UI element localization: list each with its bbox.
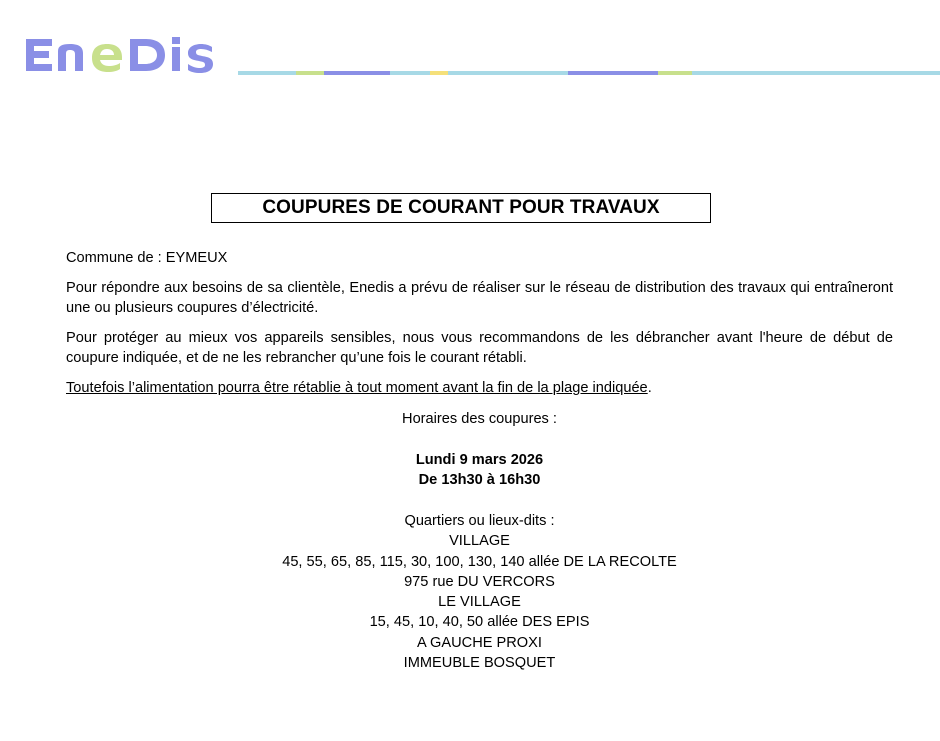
notice-paragraph — [66, 378, 893, 398]
commune-line: Commune de : EYMEUX — [66, 250, 228, 266]
locations-heading: Quartiers ou lieux-dits : — [404, 513, 555, 529]
notice-end: . — [647, 380, 652, 396]
enedis-logo — [22, 31, 232, 79]
stripe-segment — [568, 71, 658, 75]
page-title: COUPURES DE COURANT POUR TRAVAUX — [262, 197, 660, 218]
schedule-heading: Horaires des coupures : — [402, 411, 557, 427]
schedule-details — [66, 450, 893, 491]
location-item: A GAUCHE PROXI — [417, 634, 542, 651]
stripe-segment — [448, 71, 568, 75]
stripe-segment — [238, 71, 296, 75]
stripe-segment — [658, 71, 692, 75]
outage-date: Lundi 9 mars 2026 — [415, 452, 544, 468]
stripe-segment — [296, 71, 324, 75]
title-box — [211, 193, 711, 223]
decorative-color-stripe — [238, 71, 940, 75]
notice-underlined-text: Toutefois l’alimentation pourra être rétablie à tout moment avant la fin de la plage indiquée — [66, 380, 648, 396]
location-item: LE VILLAGE — [438, 594, 521, 611]
schedule-section — [66, 409, 893, 429]
intro-section — [66, 248, 893, 408]
stripe-segment — [390, 71, 430, 75]
location-item: VILLAGE — [449, 533, 510, 550]
intro-paragraph: Pour répondre aux besoins de sa clientèle, Enedis a prévu de réaliser sur le réseau de distribution des travaux qui entraîneront une ou plusieurs coupures d’électricité. — [66, 280, 893, 316]
location-item: 975 rue DU VERCORS — [404, 573, 555, 590]
advice-paragraph: Pour protéger au mieux vos appareils sensibles, nous vous recommandons de les débrancher avant l'heure de début de coupure indiquée, et de ne les rebrancher qu’une fois le courant rétabli. — [66, 330, 893, 366]
outage-time-range: De 13h30 à 16h30 — [418, 472, 541, 489]
location-item: IMMEUBLE BOSQUET — [403, 655, 556, 672]
stripe-segment — [430, 71, 448, 75]
location-item: 45, 55, 65, 85, 115, 30, 100, 130, 140 allée DE LA RECOLTE — [282, 553, 677, 570]
stripe-segment — [324, 71, 390, 75]
location-item: 15, 45, 10, 40, 50 allée DES EPIS — [369, 614, 590, 631]
stripe-segment — [692, 71, 940, 75]
locations-section — [66, 511, 893, 673]
